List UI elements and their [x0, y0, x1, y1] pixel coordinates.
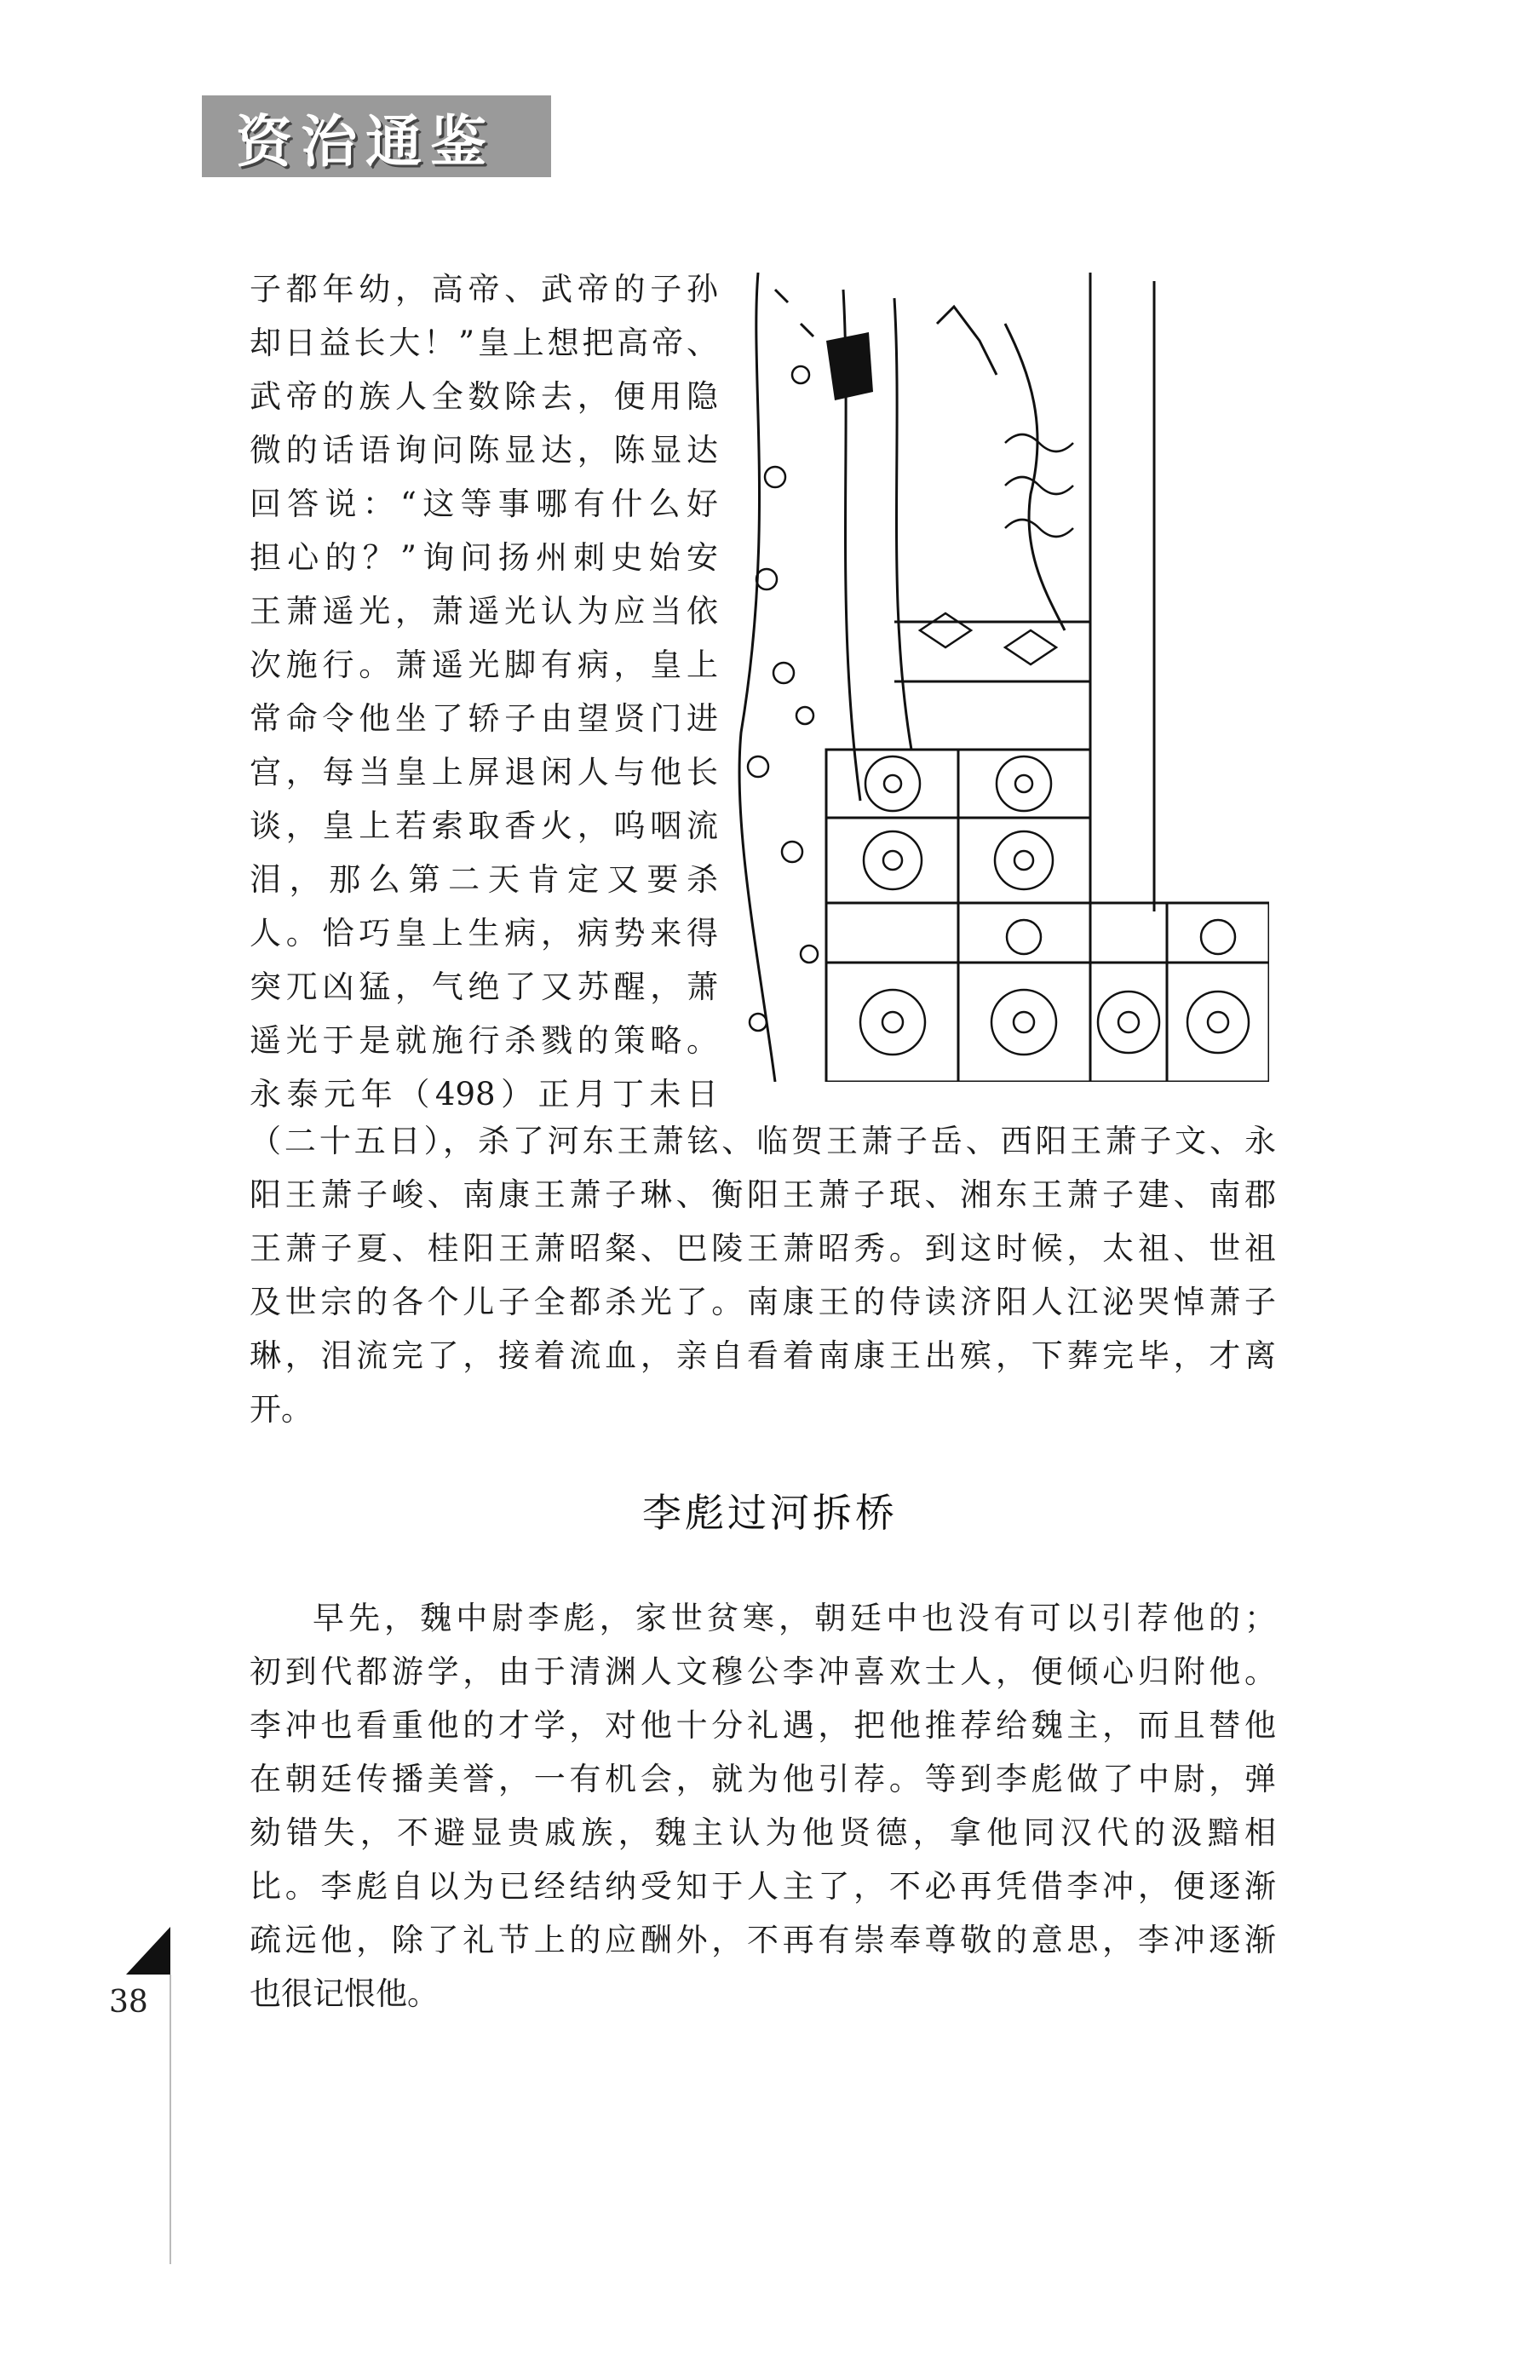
text-line: 回答说：“这等事哪有什么好	[250, 486, 718, 522]
wrapped-text-column	[250, 262, 718, 1121]
text-line: 常命令他坐了轿子由望贤门进	[250, 700, 718, 737]
text-line: 泪，那么第二天肯定又要杀	[250, 861, 718, 898]
text-line: 阳王萧子峻、南康王萧子琳、衡阳王萧子珉、湘东王萧子建、南郡	[250, 1176, 1276, 1213]
text-line: 比。李彪自以为已经结纳受知于人主了，不必再凭借李冲，便逐渐	[250, 1868, 1276, 1905]
text-line: 担心的？”询问扬州刺史始安	[250, 539, 718, 576]
text-line: 谈，皇上若索取香火，呜咽流	[250, 808, 718, 844]
text-line: 在朝廷传播美誉，一有机会，就为他引荐。等到李彪做了中尉，弹	[250, 1761, 1276, 1797]
text-line: 永泰元年（498）正月丁未日	[250, 1076, 718, 1112]
text-line: 人。恰巧皇上生病，病势来得	[250, 915, 718, 951]
text-line: 琳，泪流完了，接着流血，亲自看着南康王出殡，下葬完毕，才离	[250, 1337, 1276, 1374]
text-line: 突兀凶猛，气绝了又苏醒，萧	[250, 969, 718, 1005]
full-width-text	[250, 1114, 1276, 1436]
text-line: 微的话语询问陈显达，陈显达	[250, 432, 718, 469]
text-line: 子都年幼，高帝、武帝的子孙	[250, 271, 718, 308]
text-line: 也很记恨他。	[250, 1975, 439, 2012]
text-line: 及世宗的各个儿子全都杀光了。南康王的侍读济阳人江泌哭悼萧子	[250, 1284, 1276, 1320]
text-line: 王萧子夏、桂阳王萧昭粲、巴陵王萧昭秀。到这时候，太祖、世祖	[250, 1230, 1276, 1267]
text-line: 次施行。萧遥光脚有病，皇上	[250, 647, 718, 683]
text-line: 王萧遥光，萧遥光认为应当依	[250, 593, 718, 629]
text-line: 李冲也看重他的才学，对他十分礼遇，把他推荐给魏主，而且替他	[250, 1707, 1276, 1744]
text-line: 宫，每当皇上屏退闲人与他长	[250, 754, 718, 790]
text-line: 初到代都游学，由于清渊人文穆公李冲喜欢士人，便倾心归附他。	[250, 1653, 1276, 1690]
page-number: 38	[109, 1985, 148, 2020]
margin-rule	[170, 1975, 171, 2264]
section-paragraph	[250, 1591, 1276, 2021]
text-line: 开。	[250, 1391, 313, 1428]
book-title: 资治通鉴	[236, 108, 495, 175]
text-line: 武帝的族人全数除去，便用隐	[250, 378, 718, 415]
text-line: 疏远他，除了礼节上的应酬外，不再有崇奉尊敬的意思，李冲逐渐	[250, 1922, 1276, 1958]
text-line: 劾错失，不避显贵戚族，魏主认为他贤德，拿他同汉代的汲黯相	[250, 1814, 1276, 1851]
line-art-illustration	[724, 273, 1269, 1082]
page-corner-triangle	[126, 1927, 170, 1975]
text-line: 遥光于是就施行杀戮的策略。	[250, 1022, 718, 1059]
text-line: （二十五日），杀了河东王萧铉、临贺王萧子岳、西阳王萧子文、永	[250, 1123, 1276, 1159]
text-line: 早先，魏中尉李彪，家世贫寒，朝廷中也没有可以引荐他的；	[313, 1600, 1276, 1636]
text-line: 却日益长大！”皇上想把高帝、	[250, 325, 718, 361]
book-title-banner	[202, 95, 551, 177]
section-title: 李彪过河拆桥	[642, 1490, 898, 1536]
